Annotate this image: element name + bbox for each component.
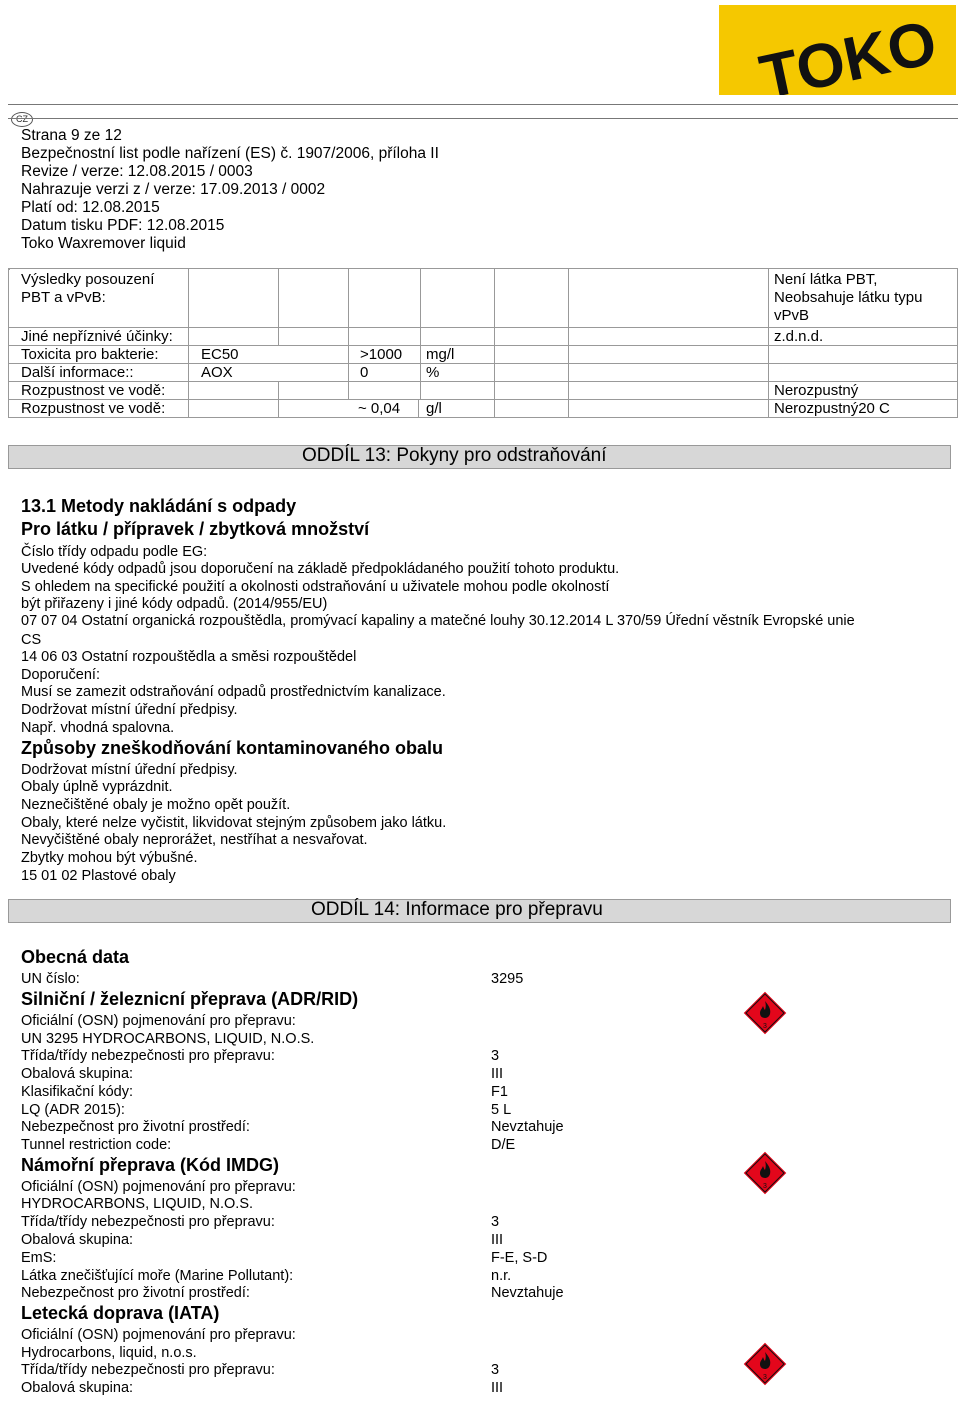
road-row-label: Tunnel restriction code: [21,1137,172,1153]
water-solubility-amount: ~ 0,04 [358,400,401,417]
water-solubility-unit: g/l [426,400,442,417]
road-row-label: Obalová skupina: [21,1066,134,1082]
air-row-label: Třída/třídy nebezpečnosti pro přepravu: [21,1362,275,1378]
logo-text: TOKO [754,8,943,95]
un-number-label: UN číslo: [21,971,80,987]
other-info-label: Další informace:: [21,364,134,381]
road-row-label: LQ (ADR 2015): [21,1102,125,1118]
waste-line: S ohledem na specifické použití a okolnosti odstraňování u uživatele mohou podle okolností [21,579,610,595]
water-solubility-label: Rozpustnost ve vodě: [21,382,166,399]
waste-line: 07 07 04 Ostatní organická rozpouštědla, promývací kapaliny a matečné louhy 30.12.2014 L 370/59 Úřední věstník Evropské unie [21,613,855,629]
road-row-value: Nevztahuje [491,1119,564,1135]
sea-row-label: Obalová skupina: [21,1232,134,1248]
sea-row-value: n.r. [491,1268,512,1284]
road-row-value: F1 [491,1084,508,1100]
road-row-value: 5 L [491,1102,512,1118]
pbt-assessment-value: Není látka PBT, Neobsahuje látku typu vPvB [774,271,923,324]
sea-row-value: 3 [491,1214,500,1230]
water-solubility-value-2: Nerozpustný20 C [774,400,890,417]
road-row-label: Klasifikační kódy: [21,1084,134,1100]
other-effects-label: Jiné nepříznivé účinky: [21,328,173,345]
header-rule-top [8,104,958,105]
waste-line: Číslo třídy odpadu podle EG: [21,544,208,560]
substance-heading: Pro látku / přípravek / zbytková množství [21,519,370,539]
sea-shipping-name-value: HYDROCARBONS, LIQUID, N.O.S. [21,1196,254,1212]
other-info-unit: % [426,364,440,381]
header-line: Toko Waxremover liquid [21,235,186,252]
sea-transport-heading: Námořní přeprava (Kód IMDG) [21,1155,280,1175]
flammable-hazard-icon [742,990,788,1036]
toko-logo-icon [719,5,956,95]
sea-row-value: F-E, S-D [491,1250,548,1266]
sea-row-value: Nevztahuje [491,1285,564,1301]
svg-text:3: 3 [763,1374,767,1381]
flammable-hazard-icon [742,1341,788,1387]
packaging-line: Dodržovat místní úřední předpisy. [21,762,238,778]
section14-title: ODDÍL 14: Informace pro přepravu [311,899,603,920]
waste-line: CS [21,632,42,648]
header-rule-bottom [8,118,958,119]
header-line: Nahrazuje verzi z / verze: 17.09.2013 / 0002 [21,181,326,198]
packaging-line: Neznečištěné obaly je možno opět použít. [21,797,291,813]
waste-line: Např. vhodná spalovna. [21,720,175,736]
language-badge: CZ [11,112,33,127]
air-shipping-name-value: Hydrocarbons, liquid, n.o.s. [21,1345,197,1361]
waste-methods-heading: 13.1 Metody nakládání s odpady [21,496,297,516]
air-row-value: III [491,1380,504,1396]
sea-row-label: Nebezpečnost pro životní prostředí: [21,1285,250,1301]
packaging-disposal-heading: Způsoby zneškodňování kontaminovaného obalu [21,738,444,758]
air-row-value: 3 [491,1362,500,1378]
air-transport-heading: Letecká doprava (IATA) [21,1303,220,1323]
waste-line: Doporučení: [21,667,100,683]
sea-shipping-name-label: Oficiální (OSN) pojmenování pro přepravu: [21,1179,296,1195]
road-row-value: III [491,1066,504,1082]
road-row-value: D/E [491,1137,516,1153]
header-line: Platí od: 12.08.2015 [21,199,160,216]
air-row-label: Obalová skupina: [21,1380,134,1396]
road-row-value: 3 [491,1048,500,1064]
road-row-label: Nebezpečnost pro životní prostředí: [21,1119,250,1135]
road-transport-heading: Silniční / železnicní přeprava (ADR/RID) [21,989,359,1009]
sea-row-value: III [491,1232,504,1248]
waste-line: Dodržovat místní úřední předpisy. [21,702,238,718]
bacteria-toxicity-unit: mg/l [426,346,455,363]
packaging-line: Zbytky mohou být výbušné. [21,850,198,866]
brand-logo [719,5,956,95]
waste-line: Musí se zamezit odstraňování odpadů prostřednictvím kanalizace. [21,684,446,700]
waste-line: být přiřazeny i jiné kódy odpadů. (2014/955/EU) [21,596,328,612]
document-header [21,127,439,253]
packaging-line: Obaly, které nelze vyčistit, likvidovat stejným způsobem jako látku. [21,815,447,831]
water-solubility-label-2: Rozpustnost ve vodě: [21,400,166,417]
sea-row-label: EmS: [21,1250,57,1266]
packaging-line: Obaly úplně vyprázdnit. [21,779,173,795]
header-line: Datum tisku PDF: 12.08.2015 [21,217,225,234]
un-number-value: 3295 [491,971,524,987]
header-line: Bezpečnostní list podle nařízení (ES) č. 1907/2006, příloha II [21,145,439,162]
pbt-assessment-label: Výsledky posouzení PBT a vPvB: [21,271,155,306]
packaging-line: 15 01 02 Plastové obaly [21,868,176,884]
bacteria-toxicity-label: Toxicita pro bakterie: [21,346,159,363]
bacteria-toxicity-value: >1000 [360,346,403,363]
road-shipping-name-label: Oficiální (OSN) pojmenování pro přepravu: [21,1013,296,1029]
water-solubility-value: Nerozpustný [774,382,859,399]
waste-line: Uvedené kódy odpadů jsou doporučení na základě předpokládaného použití tohoto produktu. [21,561,620,577]
general-data-heading: Obecná data [21,947,130,967]
section13-title: ODDÍL 13: Pokyny pro odstraňování [302,445,607,466]
other-info-type: AOX [201,364,233,381]
air-shipping-name-label: Oficiální (OSN) pojmenování pro přepravu: [21,1327,296,1343]
other-effects-value: z.d.n.d. [774,328,824,345]
road-row-label: Třída/třídy nebezpečnosti pro přepravu: [21,1048,275,1064]
packaging-line: Nevyčištěné obaly neprorážet, nestříhat a nesvařovat. [21,832,368,848]
header-line: Strana 9 ze 12 [21,127,122,144]
flammable-hazard-icon [742,1150,788,1196]
bacteria-toxicity-type: EC50 [201,346,239,363]
waste-line: 14 06 03 Ostatní rozpouštědla a směsi rozpouštědel [21,649,357,665]
sea-row-label: Třída/třídy nebezpečnosti pro přepravu: [21,1214,275,1230]
svg-text:3: 3 [763,1183,767,1190]
other-info-value: 0 [360,364,369,381]
header-line: Revize / verze: 12.08.2015 / 0003 [21,163,253,180]
ecology-table [8,268,958,418]
svg-text:3: 3 [763,1023,767,1030]
road-shipping-name-value: UN 3295 HYDROCARBONS, LIQUID, N.O.S. [21,1031,315,1047]
sea-row-label: Látka znečišťující moře (Marine Pollutant): [21,1268,294,1284]
